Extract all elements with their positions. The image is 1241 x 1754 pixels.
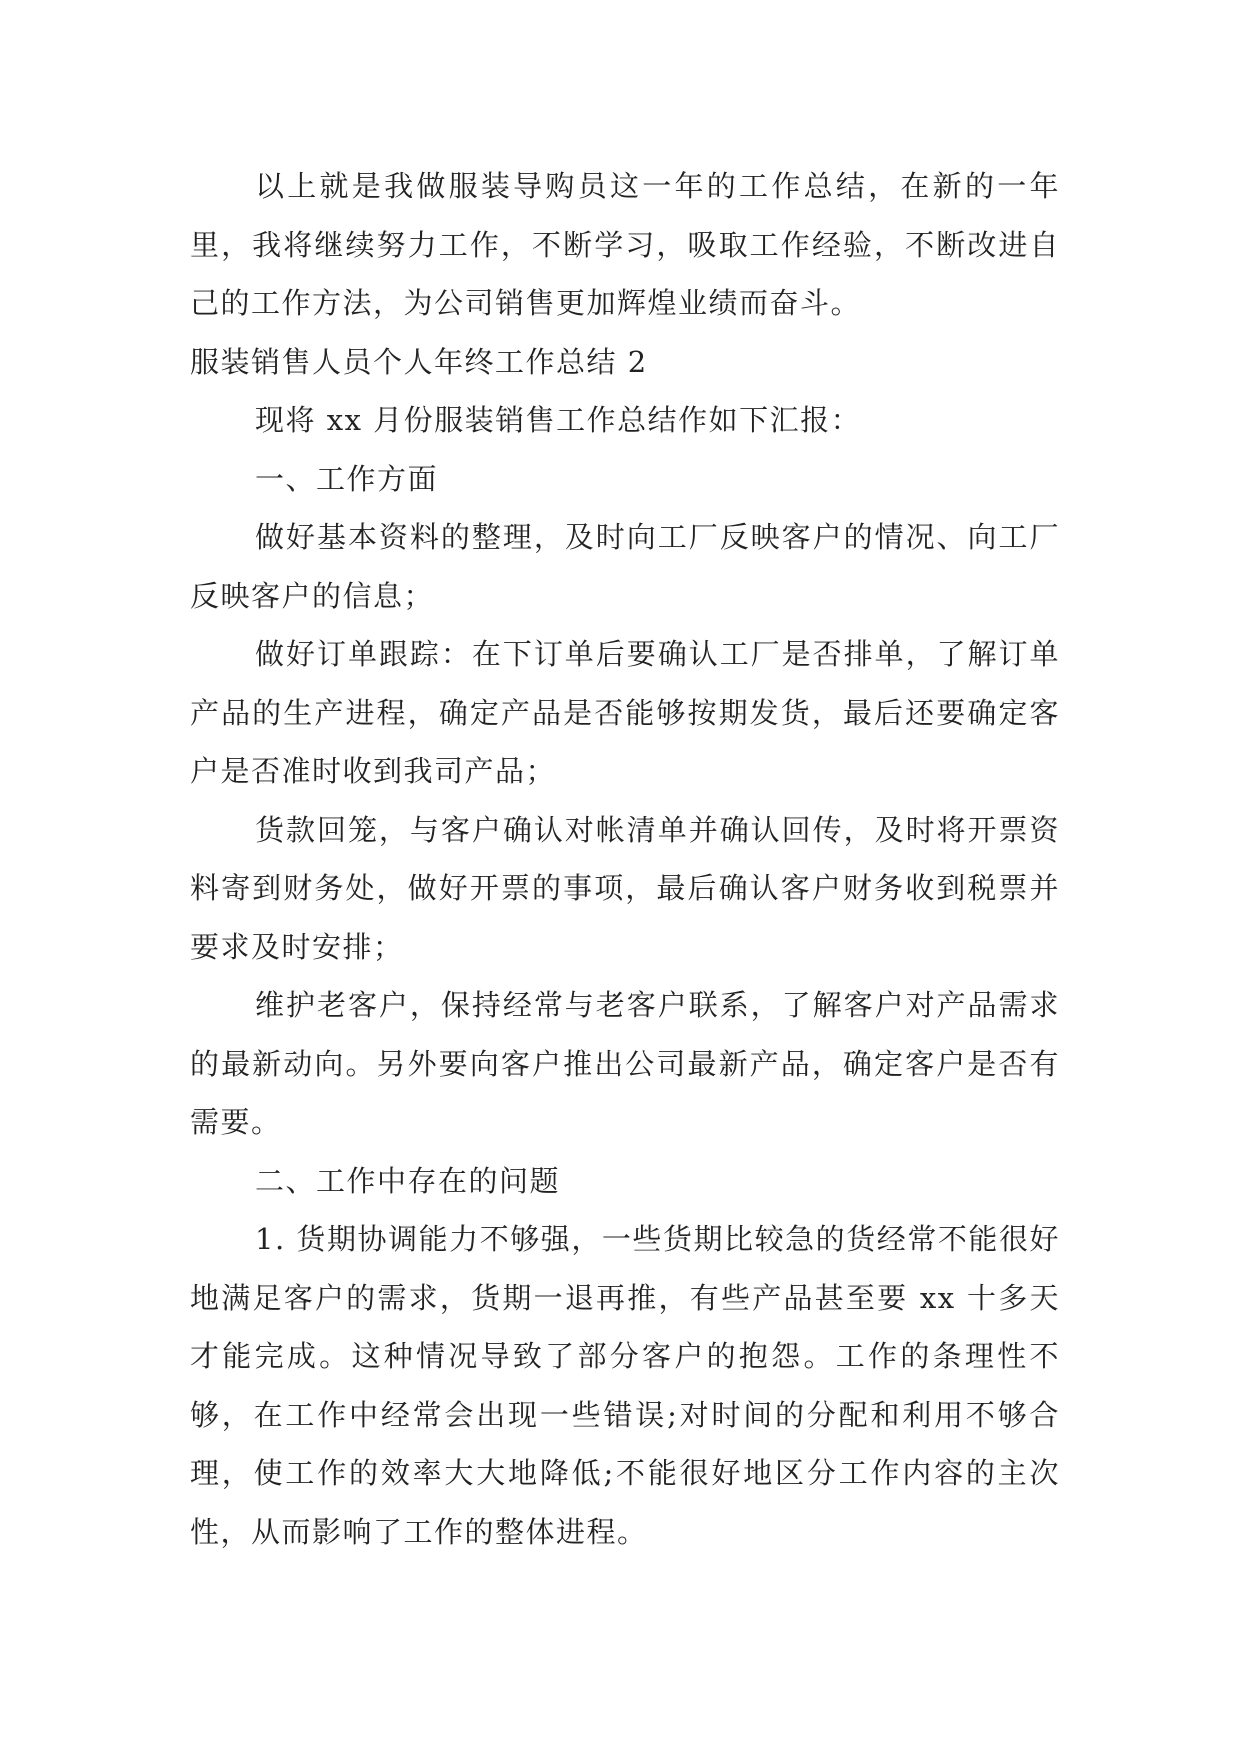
paragraph-summary-closing: 以上就是我做服装导购员这一年的工作总结，在新的一年里，我将继续努力工作，不断学习，吸取工作经验，不断改进自己的工作方法，为公司销售更加辉煌业绩而奋斗。 (190, 169, 1060, 320)
paragraph-basic-data: 做好基本资料的整理，及时向工厂反映客户的情况、向工厂反映客户的信息； (190, 520, 1060, 613)
paragraph-problem-1: 1. 货期协调能力不够强，一些货期比较急的货经常不能很好地满足客户的需求，货期一退再推，有些产品甚至要 xx 十多天才能完成。这种情况导致了部分客户的抱怨。工作的条理性不够，在工作中经常会出现一些错误;对时间的分配和利用不够合理，使工作的效率大大地降低;不能很好地区分工作内容的主次性，从而影响了工作的整体进程。 (190, 1222, 1060, 1549)
document-body (190, 157, 1060, 1561)
paragraph-intro: 现将 xx 月份服装销售工作总结作如下汇报： (255, 403, 862, 437)
heading-work-aspects: 一、工作方面 (255, 461, 439, 496)
paragraph-order-tracking: 做好订单跟踪：在下订单后要确认工厂是否排单，了解订单产品的生产进程，确定产品是否能够按期发货，最后还要确定客户是否准时收到我司产品； (190, 637, 1060, 788)
section-title: 服装销售人员个人年终工作总结 2 (190, 344, 648, 379)
paragraph-payment-collection: 货款回笼，与客户确认对帐清单并确认回传，及时将开票资料寄到财务处，做好开票的事项，最后确认客户财务收到税票并要求及时安排； (190, 812, 1060, 964)
paragraph-client-maintenance: 维护老客户，保持经常与老客户联系，了解客户对产品需求的最新动向。另外要向客户推出公司最新产品，确定客户是否有需要。 (190, 988, 1060, 1139)
heading-problems: 二、工作中存在的问题 (255, 1163, 561, 1198)
